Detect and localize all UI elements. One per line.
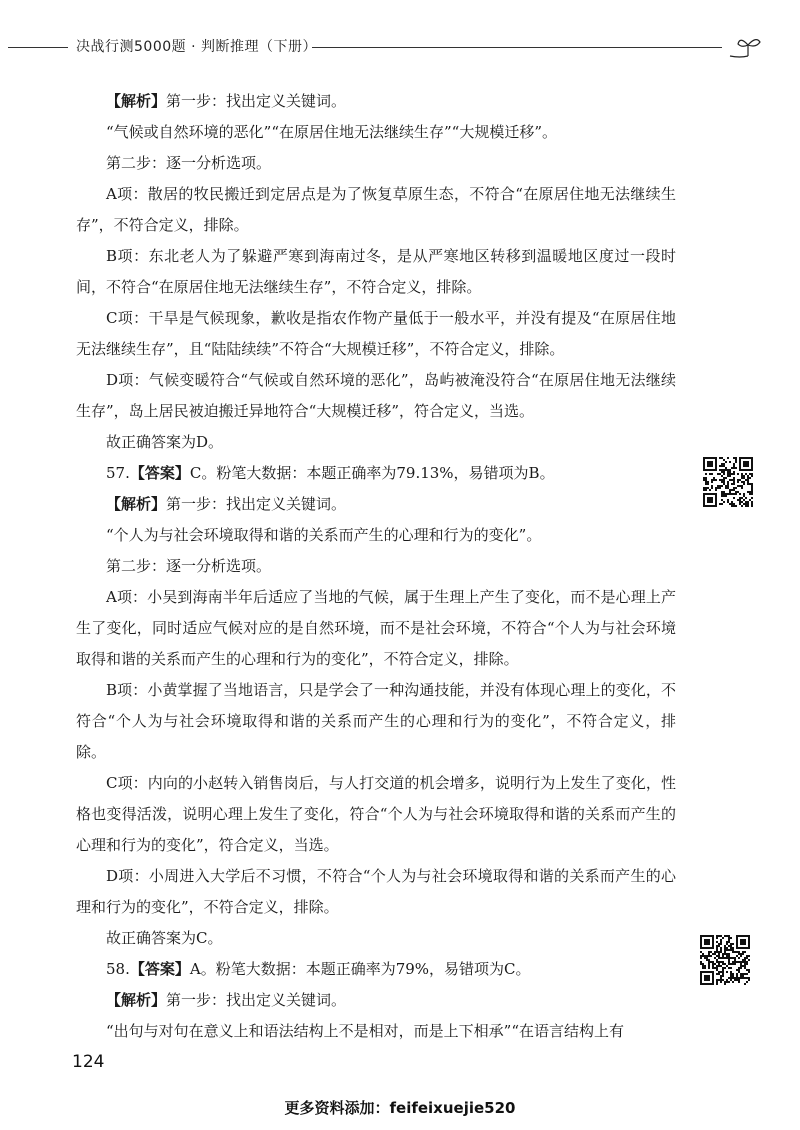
paragraph-text: B项：小黄掌握了当地语言，只是学会了一种沟通技能，并没有体现心理上的变化，不符合“个人为与社会环境取得和谐的关系而产生的心理和行为的变化”，不符合定义，排除。 (76, 681, 676, 761)
section-tag: 【解析】 (106, 495, 167, 513)
paragraph (76, 148, 676, 179)
paragraph (76, 458, 676, 489)
paragraph (76, 768, 676, 861)
paragraph-text: A。粉笔大数据：本题正确率为79%，易错项为C。 (189, 960, 531, 978)
paragraph-text: C。粉笔大数据：本题正确率为79.13%，易错项为B。 (189, 464, 555, 482)
paragraph (76, 582, 676, 675)
paragraph (76, 303, 676, 365)
paragraph (76, 985, 676, 1016)
paragraph-text: 故正确答案为C。 (106, 929, 223, 947)
page-content (76, 86, 676, 1047)
paragraph (76, 179, 676, 241)
paragraph (76, 427, 676, 458)
paragraph (76, 1016, 676, 1047)
paragraph-text: D项：小周进入大学后不习惯，不符合“个人为与社会环境取得和谐的关系而产生的心理和行为的变化”，不符合定义，排除。 (76, 867, 676, 916)
paragraph (76, 861, 676, 923)
paragraph (76, 365, 676, 427)
qr-code-icon[interactable] (700, 935, 750, 985)
paragraph-text: “气候或自然环境的恶化”“在原居住地无法继续生存”“大规模迁移”。 (106, 123, 558, 141)
footer-note: 更多资料添加：feifeixuejie520 (284, 1099, 516, 1117)
paragraph-text: 第一步：找出定义关键词。 (166, 495, 347, 513)
paragraph-text: A项：小吴到海南半年后适应了当地的气候，属于生理上产生了变化，而不是心理上产生了变化，同时适应气候对应的是自然环境，而不是社会环境，不符合“个人为与社会环境取得和谐的关系而产生的心理和行为的变化”，不符合定义，排除。 (76, 588, 676, 668)
paragraph (76, 86, 676, 117)
section-tag: 【解析】 (106, 991, 167, 1009)
paragraph-text: “出句与对句在意义上和语法结构上不是相对，而是上下相承”“在语言结构上有 (106, 1022, 625, 1040)
section-tag: 【答案】 (129, 960, 190, 978)
paragraph-text: “个人为与社会环境取得和谐的关系而产生的心理和行为的变化”。 (106, 526, 542, 544)
paragraph-text: 第二步：逐一分析选项。 (106, 154, 272, 172)
paragraph (76, 675, 676, 768)
paragraph-text: A项：散居的牧民搬迁到定居点是为了恢复草原生态，不符合“在原居住地无法继续生存”，不符合定义，排除。 (76, 185, 676, 234)
paragraph (76, 923, 676, 954)
paragraph (76, 954, 676, 985)
paragraph (76, 489, 676, 520)
paragraph-text: C项：干旱是气候现象，歉收是指农作物产量低于一般水平，并没有提及“在原居住地无法继续生存”，且“陆陆续续”不符合“大规模迁移”，不符合定义，排除。 (76, 309, 676, 358)
section-tag: 【解析】 (106, 92, 167, 110)
header-title: 决战行测5000题 · 判断推理（下册） (76, 39, 317, 55)
paragraph-text: 第一步：找出定义关键词。 (166, 92, 347, 110)
paragraph-text: D项：气候变暖符合“气候或自然环境的恶化”，岛屿被淹没符合“在原居住地无法继续生存”，岛上居民被迫搬迁异地符合“大规模迁移”，符合定义，当选。 (76, 371, 676, 420)
running-header (0, 32, 800, 62)
paragraph-text: 第一步：找出定义关键词。 (166, 991, 347, 1009)
header-rule-right (312, 47, 722, 48)
question-number: 58. (106, 960, 130, 978)
paragraph (76, 241, 676, 303)
paragraph (76, 551, 676, 582)
section-tag: 【答案】 (129, 464, 190, 482)
paragraph-text: C项：内向的小赵转入销售岗后，与人打交道的机会增多，说明行为上发生了变化，性格也变得活泼，说明心理上发生了变化，符合“个人为与社会环境取得和谐的关系而产生的心理和行为的变化”，符合定义，当选。 (76, 774, 676, 854)
question-number: 57. (106, 464, 130, 482)
paragraph (76, 520, 676, 551)
paragraph (76, 117, 676, 148)
paragraph-text: 第二步：逐一分析选项。 (106, 557, 272, 575)
qr-code-icon[interactable] (703, 457, 753, 507)
paragraph-text: 故正确答案为D。 (106, 433, 224, 451)
header-rule-left (8, 47, 68, 48)
sprout-icon (726, 32, 766, 72)
page-number: 124 (72, 1052, 105, 1072)
paragraph-text: B项：东北老人为了躲避严寒到海南过冬，是从严寒地区转移到温暖地区度过一段时间，不符合“在原居住地无法继续生存”，不符合定义，排除。 (76, 247, 676, 296)
